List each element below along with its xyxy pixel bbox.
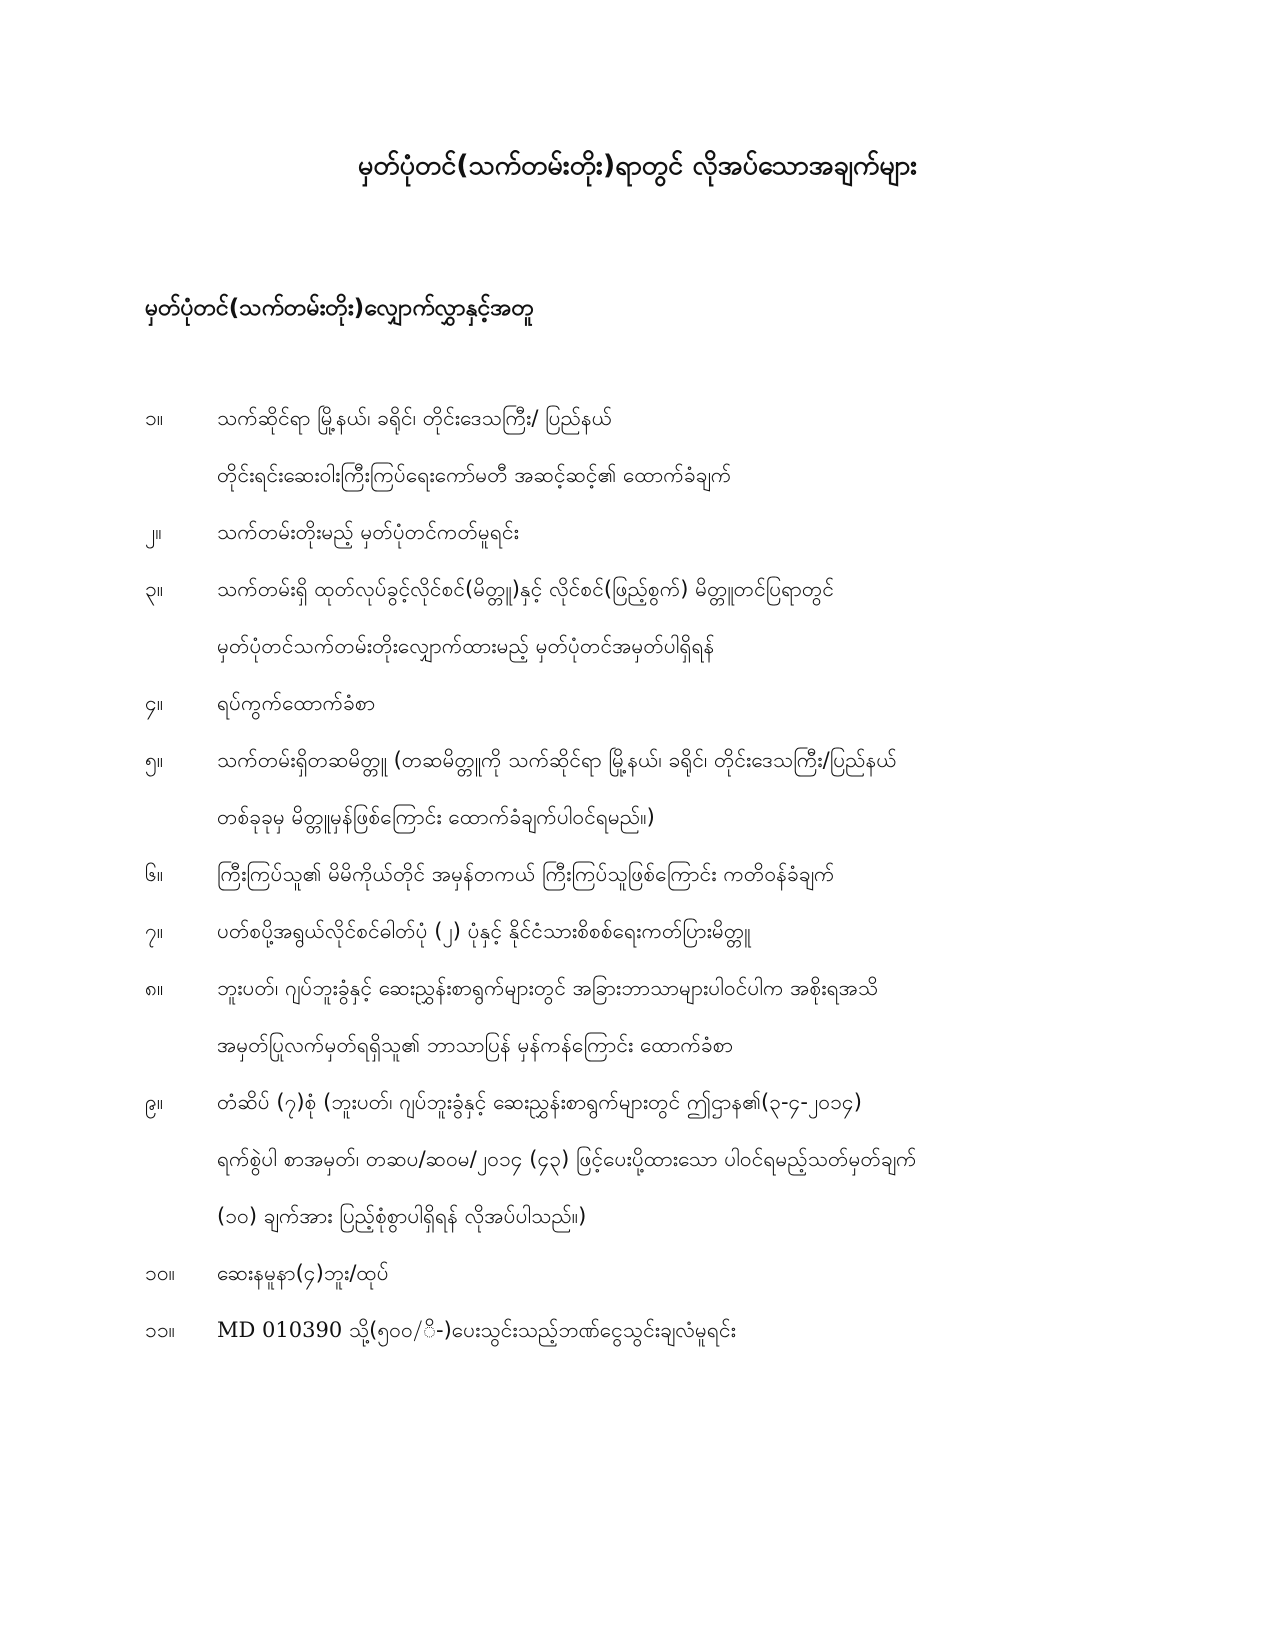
bank-code: MD 010390 [217,1318,343,1342]
item-number: ၃။ [145,577,164,601]
list-item [145,561,1145,675]
requirements-list [145,390,1145,1359]
item-text: ကြီးကြပ်သူ၏ မိမိကိုယ်တိုင် အမှန်တကယ် ကြီးကြပ်သူဖြစ်ကြောင်း ကတိဝန်ခံချက် [217,862,835,886]
item-number: ၆။ [145,862,164,886]
item-number: ၇။ [145,919,164,943]
list-item [145,1245,1145,1302]
list-item [145,960,1145,1074]
item-number: ၉။ [145,1090,164,1114]
item-text: သက်တမ်းတိုးမည့် မှတ်ပုံတင်ကတ်မူရင်း [217,520,519,544]
list-item [145,732,1145,846]
item-number: ၁။ [145,406,164,430]
list-item [145,846,1145,903]
page-title: မှတ်ပုံတင်(သက်တမ်းတိုး)ရာတွင် လိုအပ်သောအချက်များ [357,150,918,181]
item-text-with-code [217,1302,1145,1359]
list-item [145,390,1145,504]
item-text: သို့(၅၀၀/ိ-)ပေးသွင်းသည့်ဘဏ်ငွေသွင်းချလံမူရင်း [342,1318,736,1342]
list-item [145,1074,1145,1245]
item-text: တံဆိပ် (၇)စုံ (ဘူးပတ်၊ ဂျပ်ဘူးခွံနှင့် ဆေးညွှန်းစာရွက်များတွင် ဤဌာန၏(၃-၄-၂၀၁၄) ရက်စွဲပါ စာအမှတ်၊ တဆပ/ဆ၀မ/၂၀၁၄ (၄၃) ဖြင့်ပေးပို့ထားသော ပါဝင်ရမည့်သတ်မှတ်ချက် (၁၀) ချက်အား ပြည့်စုံစွာပါရှိရန် လိုအပ်ပါသည်။) [217,1090,917,1228]
item-number: ၁၁။ [145,1318,175,1342]
item-text: သက်ဆိုင်ရာ မြို့နယ်၊ ခရိုင်၊ တိုင်းဒေသကြီး/ ပြည်နယ် တိုင်းရင်းဆေးဝါးကြီးကြပ်ရေးကော်မတီ အဆင့်ဆင့်၏ ထောက်ခံချက် [217,406,732,487]
item-number: ၄။ [145,691,164,715]
item-number: ၅။ [145,748,164,772]
list-item [145,504,1145,561]
item-number: ၁၀။ [145,1261,175,1285]
item-text: ပတ်စပို့အရွယ်လိုင်စင်ဓါတ်ပုံ (၂) ပုံနှင့် နိုင်ငံသားစိစစ်ရေးကတ်ပြားမိတ္တူ [217,919,751,943]
section-heading: မှတ်ပုံတင်(သက်တမ်းတိုး)လျှောက်လွှာနှင့်အတူ [145,295,534,321]
item-text: ဘူးပတ်၊ ဂျပ်ဘူးခွံနှင့် ဆေးညွှန်းစာရွက်များတွင် အခြားဘာသာများပါဝင်ပါက အစိုးရအသိ အမှတ်ပြုလက်မှတ်ရရှိသူ၏ ဘာသာပြန် မှန်ကန်ကြောင်း ထောက်ခံစာ [217,976,879,1057]
list-item [145,903,1145,960]
item-number: ၂။ [145,520,162,544]
item-number: ၈။ [145,976,164,1000]
item-text: ဆေးနမူနာ(၄)ဘူး/ထုပ် [217,1261,389,1285]
list-item [145,1302,1145,1359]
list-item [145,675,1145,732]
item-text: သက်တမ်းရှိတဆမိတ္တူ (တဆမိတ္တူကို သက်ဆိုင်ရာ မြို့နယ်၊ ခရိုင်၊ တိုင်းဒေသကြီး/ပြည်နယ် တစ်ခုခုမှ မိတ္တူမှန်ဖြစ်ကြောင်း ထောက်ခံချက်ပါဝင်ရမည်။) [217,748,897,829]
item-text: သက်တမ်းရှိ ထုတ်လုပ်ခွင့်လိုင်စင်(မိတ္တူ)နှင့် လိုင်စင်(ဖြည့်စွက်) မိတ္တူတင်ပြရာတွင် မှတ်ပုံတင်သက်တမ်းတိုးလျှောက်ထားမည့် မှတ်ပုံတင်အမှတ်ပါရှိရန် [217,577,835,658]
item-text: ရပ်ကွက်ထောက်ခံစာ [217,691,376,715]
